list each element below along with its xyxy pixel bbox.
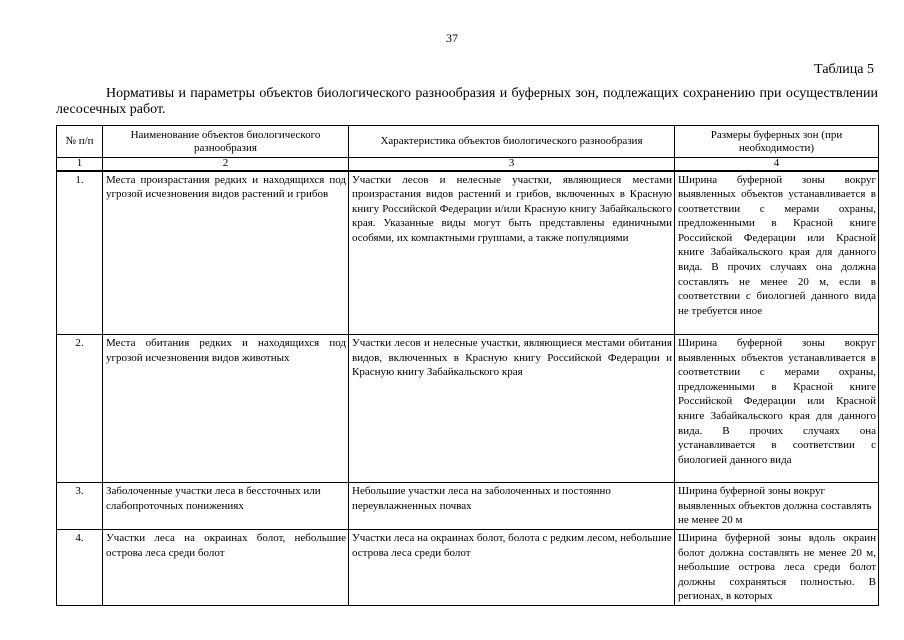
biodiversity-table	[56, 125, 879, 606]
object-characteristic: Участки леса на окраинах болот, болота с редким лесом, небольшие острова леса среди болот	[349, 530, 675, 606]
row-num: 4.	[57, 530, 103, 606]
table-row	[57, 483, 879, 530]
page-number: 37	[446, 31, 458, 45]
column-number: 4	[675, 158, 879, 171]
object-name: Заболоченные участки леса в бессточных или слабопроточных понижениях	[103, 483, 349, 530]
column-number-row	[57, 158, 879, 171]
header-num: № п/п	[57, 126, 103, 158]
object-characteristic: Участки лесов и нелесные участки, являющиеся местами произрастания видов растений и грибов, включенных в Красную книгу Российской Федерации и/или Красную книгу Забайкальского края. Указанные виды могут быть представлены единичными особями, их компактными группами, а также популяциями	[349, 171, 675, 335]
object-name: Места произрастания редких и находящихся под угрозой исчезновения видов растений и грибов	[103, 171, 349, 335]
object-characteristic: Небольшие участки леса на заболоченных и постоянно переувлажненных почвах	[349, 483, 675, 530]
table-row	[57, 171, 879, 335]
buffer-zone: Ширина буферной зоны вокруг выявленных объектов устанавливается в соответствии с мерами охраны, предложенными в Красной книге Российской Федерации или Красной книге Забайкальского края для данного вида. В прочих случаях она устанавливается в соответствии с биологией данного вида	[675, 335, 879, 483]
buffer-zone: Ширина буферной зоны вокруг выявленных объектов устанавливается в соответствии с мерами охраны, предложенными в Красной книге Российской Федерации или Красной книге Забайкальского края для данного вида. В прочих случаях она должна составлять не менее 20 м, если в соответствии с биологией данного вида не требуется иное	[675, 171, 879, 335]
column-number: 2	[103, 158, 349, 171]
object-characteristic: Участки лесов и нелесные участки, являющиеся местами обитания видов, включенных в Красную книгу Российской Федерации и Красную книгу Забайкальского края	[349, 335, 675, 483]
column-number: 3	[349, 158, 675, 171]
row-num: 3.	[57, 483, 103, 530]
object-name: Участки леса на окраинах болот, небольшие острова леса среди болот	[103, 530, 349, 606]
header-row	[57, 126, 879, 158]
column-number: 1	[57, 158, 103, 171]
row-num: 1.	[57, 171, 103, 335]
row-num: 2.	[57, 335, 103, 483]
table-row	[57, 335, 879, 483]
object-name: Места обитания редких и находящихся под угрозой исчезновения видов животных	[103, 335, 349, 483]
header-name: Наименование объектов биологического разнообразия	[103, 126, 349, 158]
table-row	[57, 530, 879, 606]
buffer-zone: Ширина буферной зоны вдоль окраин болот должна составлять не менее 20 м, небольшие острова леса среди болот должны сохраняться полностью. В регионах, в которых	[675, 530, 879, 606]
table-caption: Нормативы и параметры объектов биологического разнообразия и буферных зон, подлежащих сохранению при осуществлении лесосечных работ.	[56, 86, 878, 117]
header-characteristic: Характеристика объектов биологического разнообразия	[349, 126, 675, 158]
buffer-zone: Ширина буферной зоны вокруг выявленных объектов должна составлять не менее 20 м	[675, 483, 879, 530]
header-buffer: Размеры буферных зон (при необходимости)	[675, 126, 879, 158]
table-label: Таблица 5	[814, 62, 874, 77]
